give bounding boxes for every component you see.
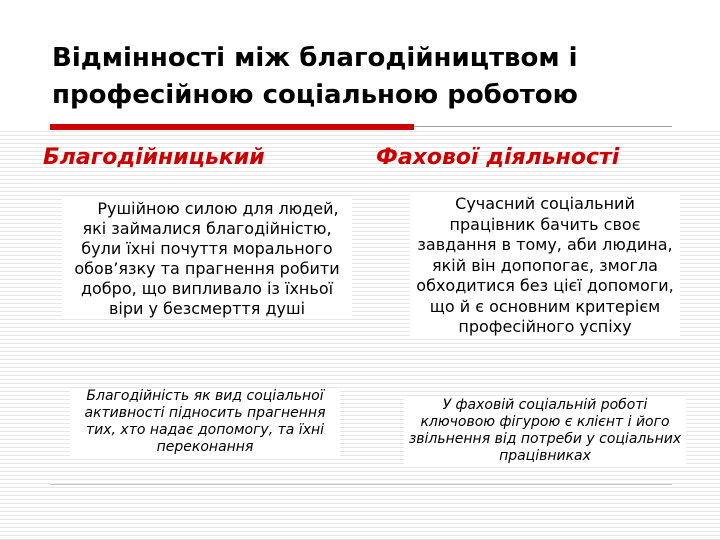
title-underline-accent	[50, 124, 414, 130]
bottom-divider	[50, 484, 672, 485]
slide-title: Відмінності між благодійництвом і професійною соціальною роботою	[52, 43, 578, 110]
left-column-heading: Благодійницький	[43, 145, 265, 170]
right-column-body: Сучасний соціальний працівник бачить своє завдання в тому, аби людина, якій він допопогає, змогла обходитися без цієї допомоги, що й є основним критерієм професійного успіху	[410, 194, 680, 338]
right-column-heading: Фахової діяльності	[376, 145, 620, 170]
title-underline-thin	[414, 126, 672, 127]
left-column-body: Рушійною силою для людей, які займалися благодійністю, були їхні почуття морального обов’язку та прагнення робити добро, що випливало із їхньої віри у безсмерття душі	[62, 199, 352, 319]
left-column-note: Благодійність як вид соціальної активності підносить прагнення тих, хто надає допомогу, та їхні переконання	[70, 388, 340, 456]
right-column-note: У фаховій соціальній роботі ключовою фігурою є клієнт і його звільнення від потреби у соціальних працівниках	[404, 397, 686, 465]
